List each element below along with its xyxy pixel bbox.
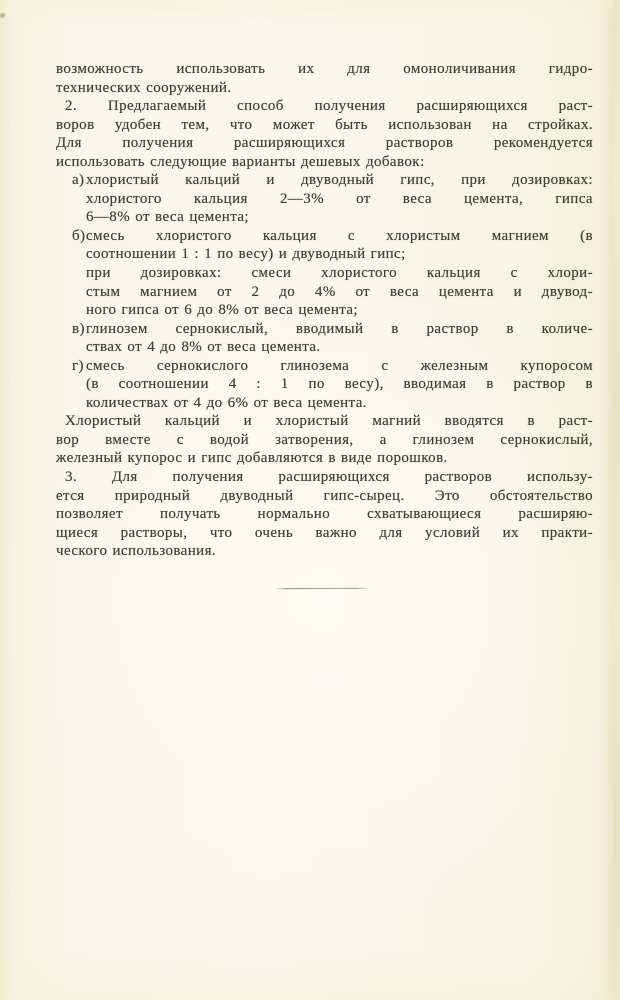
text-line	[56, 264, 593, 283]
line-text: воров удобен тем, что может быть использован на стройках.	[56, 116, 593, 133]
text-line	[56, 116, 593, 135]
line-text: соотношении 1 : 1 по весу) и двуводный гипс;	[86, 246, 406, 263]
text-line	[56, 320, 593, 339]
text-line	[56, 227, 593, 246]
line-text: количествах от 4 до 6% от веса цемента.	[86, 394, 367, 411]
line-text: стым магнием от 2 до 4% от веса цемента и двувод-	[86, 283, 593, 300]
line-text: вор вместе с водой затворения, а глинозем сернокислый,	[56, 431, 593, 448]
line-text: железный купорос и гипс добавляются в виде порошков.	[56, 450, 448, 467]
text-line	[56, 394, 593, 413]
text-line	[56, 487, 593, 506]
text-line	[56, 301, 593, 320]
text-line	[56, 171, 593, 190]
text-line	[56, 412, 593, 431]
scan-speck	[0, 13, 5, 18]
line-text: 3. Для получения расширяющихся растворов использу-	[65, 469, 593, 486]
line-text: хлористого кальция 2—3% от веса цемента, гипса	[86, 190, 593, 207]
text-line	[56, 208, 593, 227]
text-line	[56, 505, 593, 524]
text-line	[56, 134, 593, 153]
page-right-edge-shading	[613, 0, 620, 1000]
text-line	[56, 153, 593, 172]
line-text: технических сооружений.	[56, 79, 232, 96]
line-text: (в соотношении 4 : 1 по весу), вводимая в раствор в	[86, 376, 593, 393]
line-text: щиеся растворы, что очень важно для условий их практи-	[56, 524, 593, 541]
list-item-marker: г)	[72, 357, 84, 374]
line-text: позволяет получать нормально схватывающиеся расширяю-	[56, 506, 593, 523]
line-text: хлористый кальций и двуводный гипс, при дозировках:	[86, 172, 593, 189]
list-item-marker: б)	[72, 227, 86, 244]
line-text: ного гипса от 6 до 8% от веса цемента;	[86, 302, 359, 319]
page-text-block	[56, 60, 593, 561]
text-line	[56, 375, 593, 394]
line-text: возможность использовать их для омоноличивания гидро-	[56, 61, 593, 77]
text-line	[56, 60, 593, 79]
line-text: Для получения расширяющихся растворов рекомендуется	[56, 135, 593, 152]
line-text: 6—8% от веса цемента;	[86, 209, 249, 226]
line-text: ствах от 4 до 8% от веса цемента.	[86, 339, 321, 356]
line-text: 2. Предлагаемый способ получения расширяющихся раст-	[65, 98, 593, 115]
line-text: ческого использования.	[56, 543, 217, 560]
text-line	[56, 542, 593, 561]
section-divider-rule	[276, 588, 368, 589]
line-text: Хлористый кальций и хлористый магний вводятся в раст-	[65, 413, 593, 430]
text-line	[56, 338, 593, 357]
line-text: смесь сернокислого глинозема с железным купоросом	[86, 357, 593, 374]
text-line	[56, 524, 593, 543]
line-text: ется природный двуводный гипс-сырец. Это обстоятельство	[56, 487, 593, 504]
line-text: использовать следующие варианты дешевых добавок:	[56, 153, 425, 170]
text-line	[56, 431, 593, 450]
list-item-marker: а)	[72, 172, 85, 189]
line-text: смесь хлористого кальция с хлористым магнием (в	[86, 227, 593, 244]
text-line	[56, 79, 593, 98]
text-line	[56, 283, 593, 302]
text-line	[56, 245, 593, 264]
line-text: глинозем сернокислый, вводимый в раствор в количе-	[86, 320, 593, 337]
text-line	[56, 190, 593, 209]
line-text: при дозировках: смеси хлористого кальция с хлори-	[86, 265, 593, 282]
text-line	[56, 97, 593, 116]
text-line	[56, 357, 593, 376]
text-line	[56, 468, 593, 487]
list-item-marker: в)	[72, 320, 85, 337]
text-line	[56, 449, 593, 468]
